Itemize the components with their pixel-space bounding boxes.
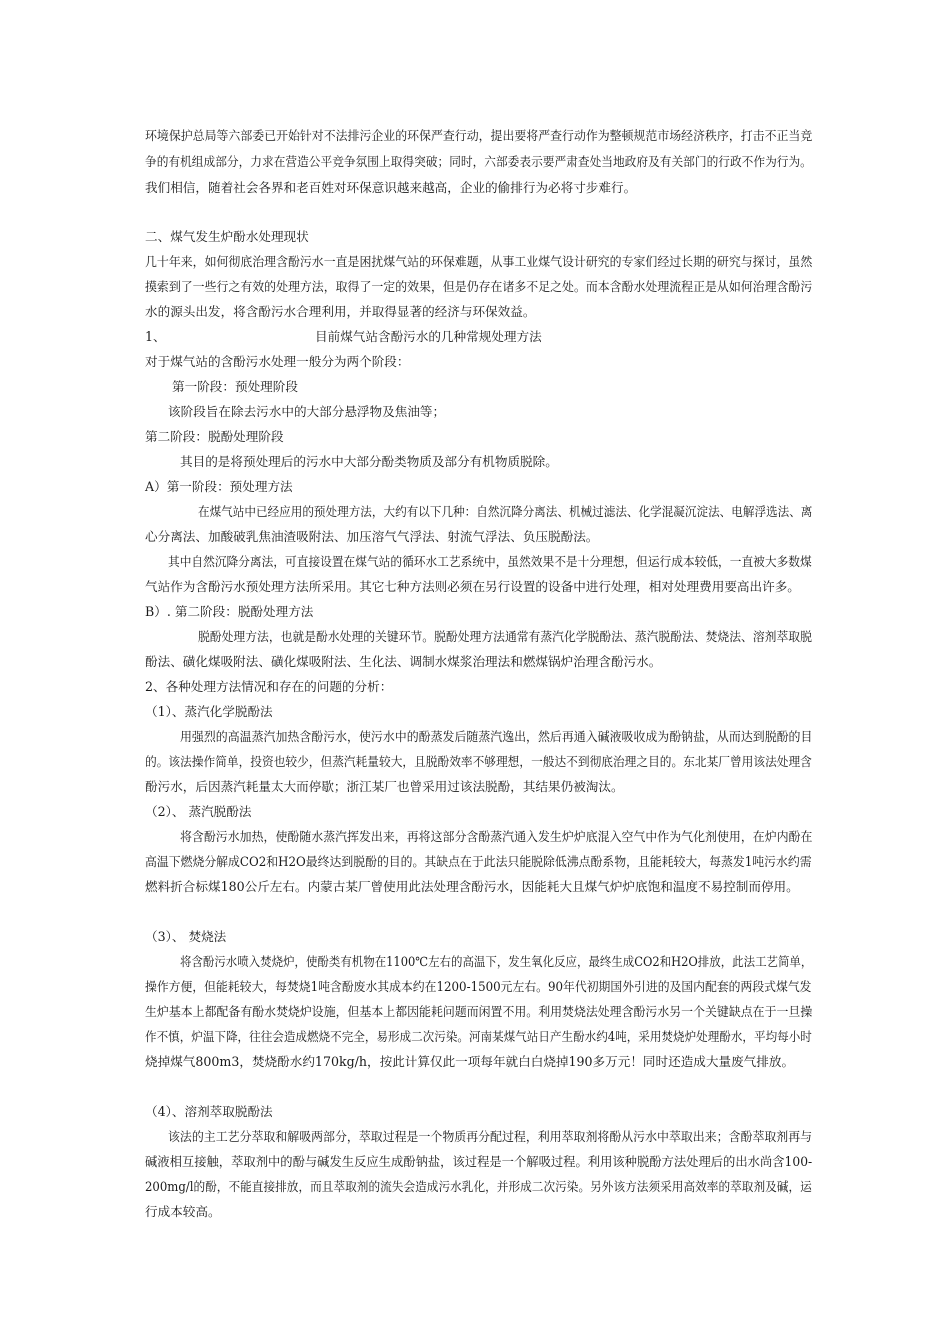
- paragraph-line: 其中自然沉降分离法，可直接设置在煤气站的循环水工艺系统中，虽然效果不是十分理想，但运行成本较低，一直被大多数煤: [168, 554, 812, 569]
- paragraph-line: 摸索到了一些行之有效的处理方法，取得了一定的效果，但是仍存在诸多不足之处。而本含酚水处理流程正是从如何治理含酚污: [145, 279, 813, 294]
- paragraph-line: 争的有机组成部分，力求在营造公平竞争氛围上取得突破；同时，六部委表示要严肃查处当地政府及有关部门的行政不作为行为。: [145, 154, 812, 169]
- paragraph-line: 该法的主工艺分萃取和解吸两部分，萃取过程是一个物质再分配过程，利用萃取剂将酚从污水中萃取出来；含酚萃取剂再与: [168, 1129, 813, 1144]
- paragraph-line: 行成本较高。: [145, 1204, 221, 1219]
- paragraph-line: 心分离法、加酸破乳焦油渣吸附法、加压溶气气浮法、射流气浮法、负压脱酚法。: [145, 529, 599, 544]
- paragraph-line: 燃料折合标煤180公斤左右。内蒙古某厂曾使用此法处理含酚污水，因能耗大且煤气炉炉底饱和温度不易控制而停用。: [145, 879, 799, 894]
- paragraph-line: 的。该法操作简单，投资也较少，但蒸汽耗量较大，且脱酚效率不够理想，一般达不到彻底治理之目的。东北某厂曾用该法处理含: [145, 754, 812, 769]
- paragraph-line: 环境保护总局等六部委已开始针对不法排污企业的环保严查行动，提出要将严查行动作为整顿规范市场经济秩序，打击不正当竞: [145, 128, 813, 143]
- paragraph-line: 将含酚污水加热，使酚随水蒸汽挥发出来，再将这部分含酚蒸汽通入发生炉炉底混入空气中作为气化剂使用，在炉内酚在: [180, 829, 813, 844]
- paragraph-line: 将含酚污水喷入焚烧炉，使酚类有机物在1100℃左右的高温下，发生氧化反应，最终生成CO2和H2O排放，此法工艺简单，: [180, 954, 813, 969]
- paragraph-line: 碱液相互接触，萃取剂中的酚与碱发生反应生成酚钠盐，该过程是一个解吸过程。利用该种脱酚方法处理后的出水尚含100-: [145, 1154, 813, 1169]
- subsection-number: 1、: [145, 329, 166, 344]
- paragraph-line: 酚法、磺化煤吸附法、磺化煤吸附法、生化法、调制水煤浆治理法和燃煤锅炉治理含酚污水。: [145, 654, 662, 669]
- paragraph-line: 对于煤气站的含酚污水处理一般分为两个阶段：: [145, 354, 410, 369]
- paragraph-line: 高温下燃烧分解成CO2和H2O最终达到脱酚的目的。其缺点在于此法只能脱除低沸点酚系物，且能耗较大，每蒸发1吨污水约需: [145, 854, 812, 869]
- subsection-title: 目前煤气站含酚污水的几种常规处理方法: [315, 329, 542, 344]
- paragraph-line: 在煤气站中已经应用的预处理方法，大约有以下几种：自然沉降分离法、机械过滤法、化学混凝沉淀法、电解浮选法、离: [198, 504, 813, 519]
- paragraph-line: 烧掉煤气800m3，焚烧酚水约170kg/h，按此计算仅此一项每年就白白烧掉190多万元！同时还造成大量废气排放。: [145, 1054, 795, 1069]
- method-heading: （2）、 蒸汽脱酚法: [145, 804, 252, 819]
- paragraph-line: 气站作为含酚污水预处理方法所采用。其它七种方法则必须在另行设置的设备中进行处理，相对处理费用要高出许多。: [145, 579, 800, 594]
- subsection-heading: A）第一阶段：预处理方法: [145, 479, 293, 494]
- method-heading: （1）、蒸汽化学脱酚法: [145, 704, 273, 719]
- subsection-heading: [145, 329, 542, 345]
- paragraph-line: 该阶段旨在除去污水中的大部分悬浮物及焦油等；: [168, 404, 446, 419]
- paragraph-line: 酚污水，后因蒸汽耗量太大而停歇；浙江某厂也曾采用过该法脱酚，其结果仍被淘汰。: [145, 779, 624, 794]
- method-heading: （4）、溶剂萃取脱酚法: [145, 1104, 273, 1119]
- section-heading: 二、煤气发生炉酚水处理现状: [145, 229, 309, 244]
- paragraph-line: 几十年来，如何彻底治理含酚污水一直是困扰煤气站的环保难题，从事工业煤气设计研究的专家们经过长期的研究与探讨，虽然: [145, 254, 813, 269]
- paragraph-line: 我们相信，随着社会各界和老百姓对环保意识越来越高，企业的偷排行为必将寸步难行。: [145, 180, 637, 195]
- subsection-heading: B）. 第二阶段：脱酚处理方法: [145, 604, 314, 619]
- method-heading: （3）、 焚烧法: [145, 929, 227, 944]
- paragraph-line: 200mg/l的酚，不能直接排放，而且萃取剂的流失会造成污水乳化，并形成二次污染。另外该方法须采用高效率的萃取剂及碱，运: [145, 1179, 812, 1194]
- paragraph-line: 操作方便，但能耗较大，每焚烧1吨含酚废水其成本约在1200-1500元左右。90年代初期国外引进的及国内配套的两段式煤气发: [145, 979, 812, 994]
- paragraph-line: 水的源头出发，将含酚污水合理利用，并取得显著的经济与环保效益。: [145, 304, 536, 319]
- paragraph-line: 生炉基本上都配备有酚水焚烧炉设施，但基本上都因能耗问题而闲置不用。利用焚烧法处理含酚污水另一个关键缺点在于一旦操: [145, 1004, 813, 1019]
- paragraph-line: 脱酚处理方法，也就是酚水处理的关键环节。脱酚处理方法通常有蒸汽化学脱酚法、蒸汽脱酚法、焚烧法、溶剂萃取脱: [198, 629, 812, 644]
- paragraph-line: 第二阶段：脱酚处理阶段: [145, 429, 284, 444]
- paragraph-line: 第一阶段：预处理阶段: [172, 379, 298, 394]
- paragraph-line: 用强烈的高温蒸汽加热含酚污水，使污水中的酚蒸发后随蒸汽逸出，然后再通入碱液吸收成为酚钠盐，从而达到脱酚的目: [180, 729, 813, 744]
- paragraph-line: 作不慎，炉温下降，往往会造成燃烧不完全，易形成二次污染。河南某煤气站日产生酚水约4吨，采用焚烧炉处理酚水，平均每小时: [145, 1029, 812, 1044]
- subsection-heading: 2、各种处理方法情况和存在的问题的分析：: [145, 679, 393, 694]
- paragraph-line: 其目的是将预处理后的污水中大部分酚类物质及部分有机物质脱除。: [180, 454, 558, 469]
